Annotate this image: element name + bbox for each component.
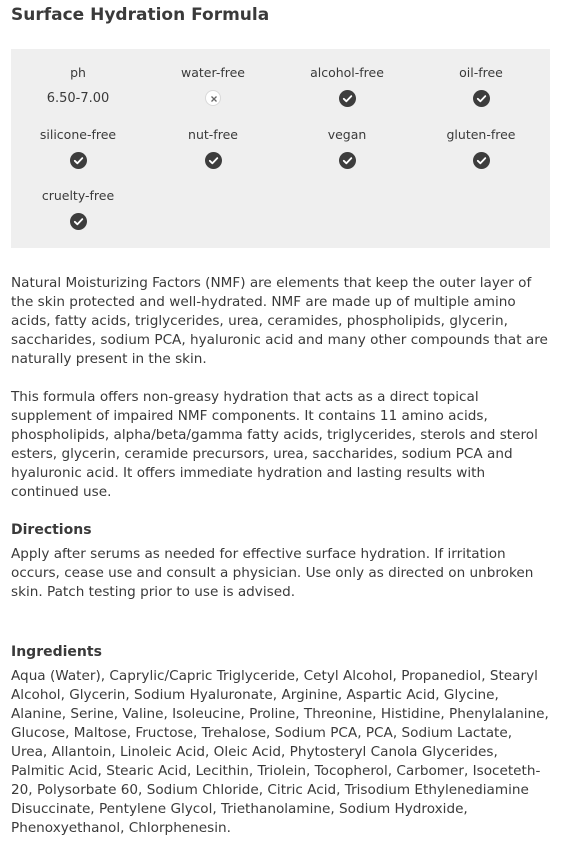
property-silicone-free: [11, 127, 145, 173]
check-icon: [339, 152, 356, 169]
property-label: ph: [70, 65, 86, 80]
property-nut-free: [146, 127, 280, 173]
property-label: nut-free: [188, 127, 238, 142]
property-label: oil-free: [459, 65, 503, 80]
check-icon: [473, 90, 490, 107]
ingredients-heading: Ingredients: [11, 644, 102, 660]
directions-heading: Directions: [11, 522, 92, 538]
page-title: Surface Hydration Formula: [11, 5, 270, 25]
property-ph: [11, 65, 145, 107]
directions-text: Apply after serums as needed for effective surface hydration. If irritation occurs, cease use and consult a physician. Use only as directed on unbroken skin. Patch testing prior to use is advised.: [11, 546, 534, 600]
ingredients-text: Aqua (Water), Caprylic/Capric Triglyceride, Cetyl Alcohol, Propanediol, Stearyl Alcohol, Glycerin, Sodium Hyaluronate, Arginine, Aspartic Acid, Glycine, Alanine, Serine, Valine, Isoleucine, Proline, Threonine, Histidine, Phenylalanine, Glucose, Maltose, Fructose, Trehalose, Sodium PCA, PCA, Sodium Lactate, Urea, Allantoin, Linoleic Acid, Oleic Acid, Phytosteryl Canola Glycerides, Palmitic Acid, Stearic Acid, Lecithin, Triolein, Tocopherol, Carbomer, Isoceteth-20, Polysorbate 60, Sodium Chloride, Citric Acid, Trisodium Ethylenediamine Disuccinate, Pentylene Glycol, Triethanolamine, Sodium Hydroxide, Phenoxyethanol, Chlorphenesin.: [11, 668, 549, 836]
check-icon: [473, 152, 490, 169]
property-label: vegan: [327, 127, 367, 142]
property-label: gluten-free: [446, 127, 516, 142]
property-cruelty-free: [11, 188, 145, 234]
property-gluten-free: [414, 127, 548, 173]
property-oil-free: [414, 65, 548, 111]
property-alcohol-free: [280, 65, 414, 111]
properties-panel: [11, 49, 550, 248]
property-label: alcohol-free: [310, 65, 384, 80]
check-icon: [70, 213, 87, 230]
property-label: water-free: [181, 65, 245, 80]
property-label: cruelty-free: [41, 188, 115, 203]
description-paragraph: Natural Moisturizing Factors (NMF) are elements that keep the outer layer of the skin protected and well-hydrated. NMF are made up of multiple amino acids, fatty acids, triglycerides, urea, ceramides, phospholipids, glycerin, saccharides, sodium PCA, hyaluronic acid and many other compounds that are naturally present in the skin.: [11, 275, 548, 367]
check-icon: [339, 90, 356, 107]
check-icon: [70, 152, 87, 169]
description-paragraph: This formula offers non-greasy hydration that acts as a direct topical supplement of impaired NMF components. It contains 11 amino acids, phospholipids, alpha/beta/gamma fatty acids, triglycerides, sterols and sterol esters, glycerin, ceramide precursors, urea, saccharides, sodium PCA and hyaluronic acid. It offers immediate hydration and lasting results with continued use.: [11, 389, 538, 500]
property-vegan: [280, 127, 414, 173]
cross-icon: [205, 90, 221, 106]
check-icon: [205, 152, 222, 169]
property-value: 6.50-7.00: [46, 91, 110, 106]
property-label: silicone-free: [39, 127, 117, 142]
property-water-free: [146, 65, 280, 110]
